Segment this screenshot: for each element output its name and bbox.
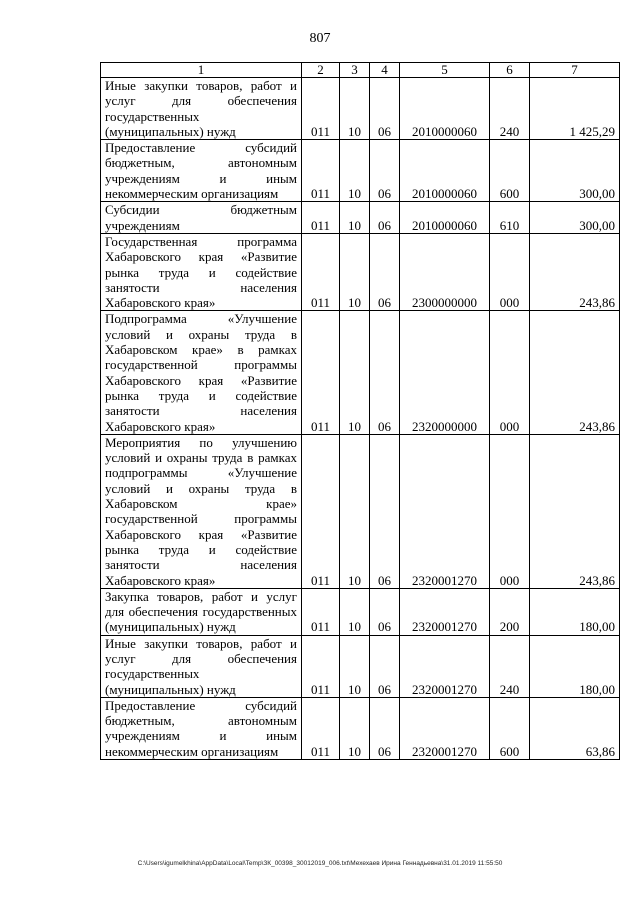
row-name: Предоставление субсидий бюджетным, автономным учреждениям и иным некоммерческим организациям xyxy=(101,697,302,759)
row-ministry-code: 011 xyxy=(302,202,340,234)
row-target-article: 2320001270 xyxy=(400,697,490,759)
column-header: 1 xyxy=(101,63,302,78)
table-row xyxy=(101,233,620,310)
row-expense-type: 600 xyxy=(490,697,530,759)
row-section-code: 10 xyxy=(340,697,370,759)
row-amount: 180,00 xyxy=(530,635,620,697)
column-header: 3 xyxy=(340,63,370,78)
row-amount: 180,00 xyxy=(530,588,620,635)
row-ministry-code: 011 xyxy=(302,311,340,434)
column-header: 4 xyxy=(370,63,400,78)
row-section-code: 10 xyxy=(340,202,370,234)
row-subsection-code: 06 xyxy=(370,311,400,434)
row-expense-type: 610 xyxy=(490,202,530,234)
row-target-article: 2010000060 xyxy=(400,140,490,202)
row-target-article: 2320001270 xyxy=(400,434,490,588)
row-subsection-code: 06 xyxy=(370,588,400,635)
row-section-code: 10 xyxy=(340,635,370,697)
row-name: Мероприятия по улучшению условий и охраны труда в рамках подпрограммы «Улучшение условий и охраны труда в Хабаровском крае» государственной программы Хабаровского края «Развитие рынка труда и содействие занятости населения Хабаровского края» xyxy=(101,434,302,588)
row-ministry-code: 011 xyxy=(302,78,340,140)
row-name: Закупка товаров, работ и услуг для обеспечения государственных (муниципальных) нужд xyxy=(101,588,302,635)
row-target-article: 2320000000 xyxy=(400,311,490,434)
row-ministry-code: 011 xyxy=(302,140,340,202)
table-row xyxy=(101,697,620,759)
row-name: Государственная программа Хабаровского края «Развитие рынка труда и содействие занятости населения Хабаровского края» xyxy=(101,233,302,310)
row-name: Субсидии бюджетным учреждениям xyxy=(101,202,302,234)
row-expense-type: 000 xyxy=(490,311,530,434)
table-row xyxy=(101,635,620,697)
column-header: 2 xyxy=(302,63,340,78)
page-number: 807 xyxy=(309,31,331,46)
table-row xyxy=(101,434,620,588)
row-expense-type: 240 xyxy=(490,78,530,140)
row-ministry-code: 011 xyxy=(302,434,340,588)
row-section-code: 10 xyxy=(340,311,370,434)
row-target-article: 2320001270 xyxy=(400,588,490,635)
row-ministry-code: 011 xyxy=(302,588,340,635)
row-ministry-code: 011 xyxy=(302,233,340,310)
table-row xyxy=(101,140,620,202)
table-row xyxy=(101,588,620,635)
row-name: Иные закупки товаров, работ и услуг для обеспечения государственных (муниципальных) нужд xyxy=(101,635,302,697)
row-target-article: 2010000060 xyxy=(400,78,490,140)
row-expense-type: 000 xyxy=(490,434,530,588)
table-header-row xyxy=(101,63,620,78)
row-subsection-code: 06 xyxy=(370,78,400,140)
row-section-code: 10 xyxy=(340,588,370,635)
row-amount: 243,86 xyxy=(530,434,620,588)
table-row xyxy=(101,78,620,140)
row-name: Иные закупки товаров, работ и услуг для обеспечения государственных (муниципальных) нужд xyxy=(101,78,302,140)
file-path-footer: C:\Users\igumelkhina\AppData\Local\Temp\ЗК_00398_30012019_006.txt\Мехехаев Ирина Геннадьевна\31.01.2019 11:55:50 xyxy=(137,860,503,867)
row-target-article: 2300000000 xyxy=(400,233,490,310)
row-subsection-code: 06 xyxy=(370,434,400,588)
row-ministry-code: 011 xyxy=(302,697,340,759)
row-subsection-code: 06 xyxy=(370,140,400,202)
row-name: Подпрограмма «Улучшение условий и охраны труда в Хабаровском крае» в рамках государственной программы Хабаровского края «Развитие рынка труда и содействие занятости населения Хабаровского края» xyxy=(101,311,302,434)
row-section-code: 10 xyxy=(340,140,370,202)
row-amount: 63,86 xyxy=(530,697,620,759)
column-header: 7 xyxy=(530,63,620,78)
row-expense-type: 240 xyxy=(490,635,530,697)
row-subsection-code: 06 xyxy=(370,697,400,759)
row-name: Предоставление субсидий бюджетным, автономным учреждениям и иным некоммерческим организациям xyxy=(101,140,302,202)
row-target-article: 2010000060 xyxy=(400,202,490,234)
table-row xyxy=(101,202,620,234)
row-amount: 243,86 xyxy=(530,233,620,310)
row-target-article: 2320001270 xyxy=(400,635,490,697)
row-amount: 243,86 xyxy=(530,311,620,434)
row-expense-type: 600 xyxy=(490,140,530,202)
row-section-code: 10 xyxy=(340,78,370,140)
row-subsection-code: 06 xyxy=(370,202,400,234)
row-subsection-code: 06 xyxy=(370,233,400,310)
table-row xyxy=(101,311,620,434)
row-subsection-code: 06 xyxy=(370,635,400,697)
row-amount: 1 425,29 xyxy=(530,78,620,140)
row-expense-type: 000 xyxy=(490,233,530,310)
row-expense-type: 200 xyxy=(490,588,530,635)
row-amount: 300,00 xyxy=(530,140,620,202)
row-section-code: 10 xyxy=(340,434,370,588)
column-header: 5 xyxy=(400,63,490,78)
row-ministry-code: 011 xyxy=(302,635,340,697)
budget-table xyxy=(100,62,620,760)
column-header: 6 xyxy=(490,63,530,78)
row-section-code: 10 xyxy=(340,233,370,310)
row-amount: 300,00 xyxy=(530,202,620,234)
